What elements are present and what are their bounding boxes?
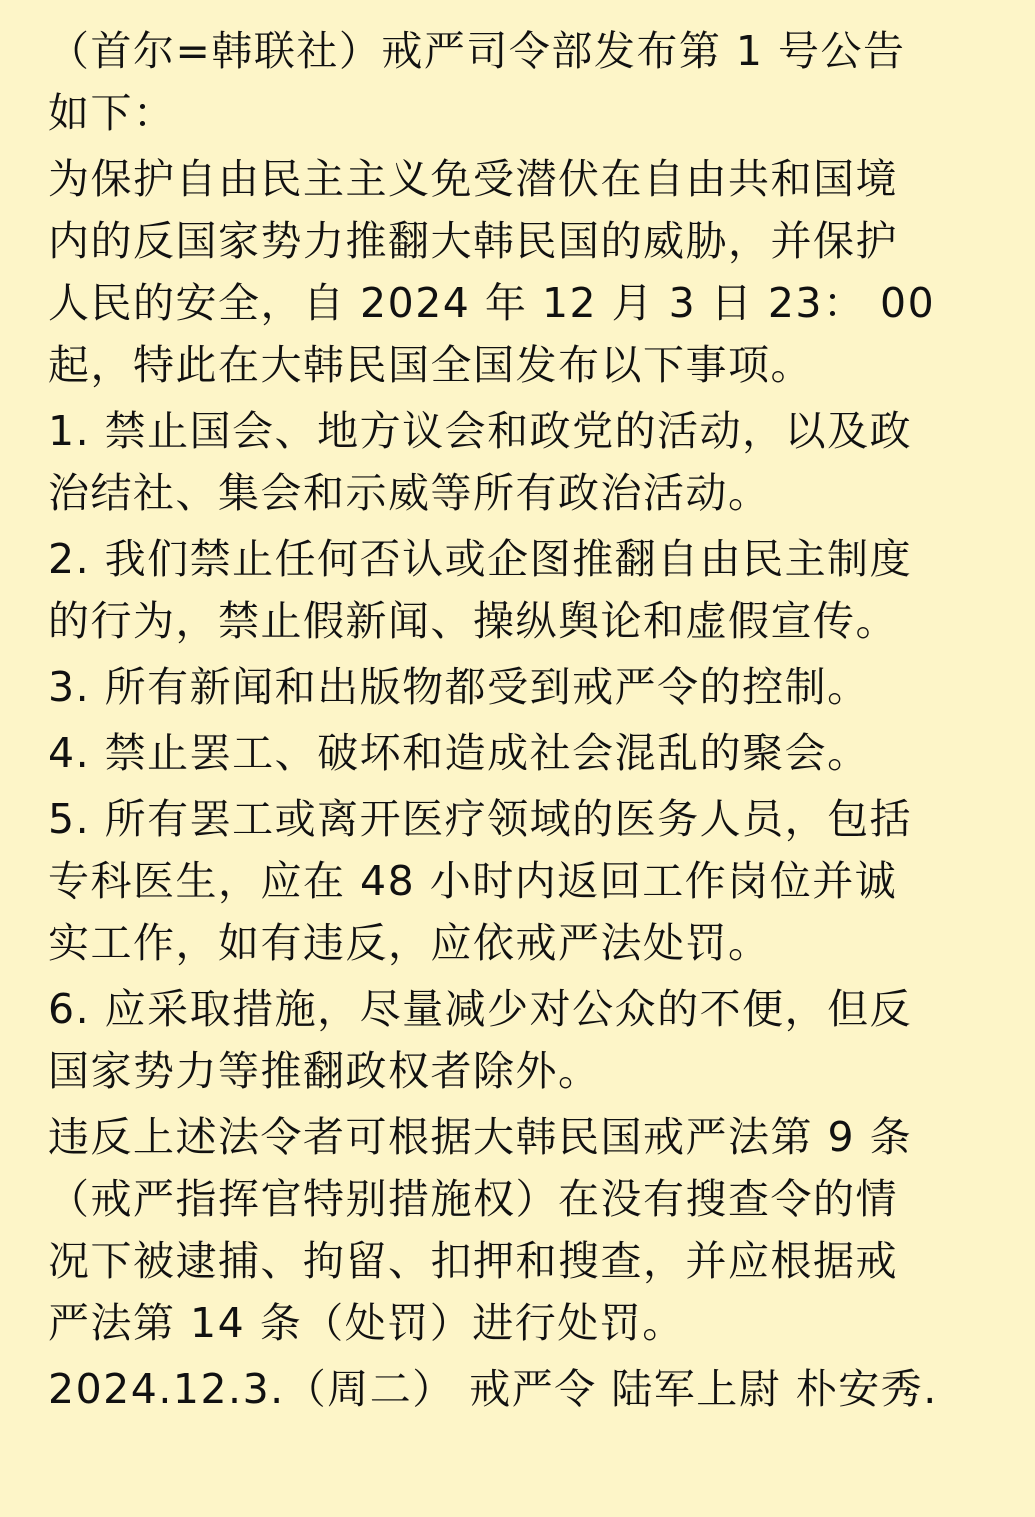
item-line: 1. 禁止国会、地方议会和政党的活动，以及政 [48,407,913,455]
item-line: 专科医生，应在 48 小时内返回工作岗位并诚 [48,857,898,905]
preamble-line: 内的反国家势力推翻大韩民国的威胁，并保护 [48,217,898,265]
penalty-line: 违反上述法令者可根据大韩民国戒严法第 9 条 [48,1113,913,1161]
item-line: 4. 禁止罢工、破坏和造成社会混乱的聚会。 [48,729,870,777]
item-line: 2. 我们禁止任何否认或企图推翻自由民主制度 [48,535,913,583]
item-line: 的行为，禁止假新闻、操纵舆论和虚假宣传。 [48,597,898,645]
list-item-1 [48,400,1021,524]
intro-line: 如下： [48,89,176,137]
list-item-5 [48,788,1021,974]
item-line: 3. 所有新闻和出版物都受到戒严令的控制。 [48,663,870,711]
intro-line: （首尔=韩联社）戒严司令部发布第 1 号公告 [48,27,906,75]
signature-block [48,1358,1021,1420]
list-item-2 [48,528,1021,652]
list-item-4 [48,722,1021,784]
list-item-6 [48,978,1021,1102]
penalty-line: 严法第 14 条（处罚）进行处罚。 [48,1299,685,1347]
item-line: 6. 应采取措施，尽量减少对公众的不便，但反 [48,985,913,1033]
list-item-3 [48,656,1021,718]
item-line: 国家势力等推翻政权者除外。 [48,1047,601,1095]
signature-line: 2024.12.3.（周二） 戒严令 陆军上尉 朴安秀. [48,1365,938,1413]
item-line: 实工作，如有违反，应依戒严法处罚。 [48,919,771,967]
item-line: 治结社、集会和示威等所有政治活动。 [48,469,771,517]
preamble-line: 人民的安全，自 2024 年 12 月 3 日 23： 00 [48,279,936,327]
intro-block [48,20,1021,144]
preamble-block [48,148,1021,396]
penalty-block [48,1106,1021,1354]
preamble-line: 起，特此在大韩民国全国发布以下事项。 [48,341,813,389]
penalty-line: （戒严指挥官特别措施权）在没有搜查令的情 [48,1175,898,1223]
item-line: 5. 所有罢工或离开医疗领域的医务人员，包括 [48,795,913,843]
penalty-line: 况下被逮捕、拘留、扣押和搜查，并应根据戒 [48,1237,898,1285]
preamble-line: 为保护自由民主主义免受潜伏在自由共和国境 [48,155,898,203]
